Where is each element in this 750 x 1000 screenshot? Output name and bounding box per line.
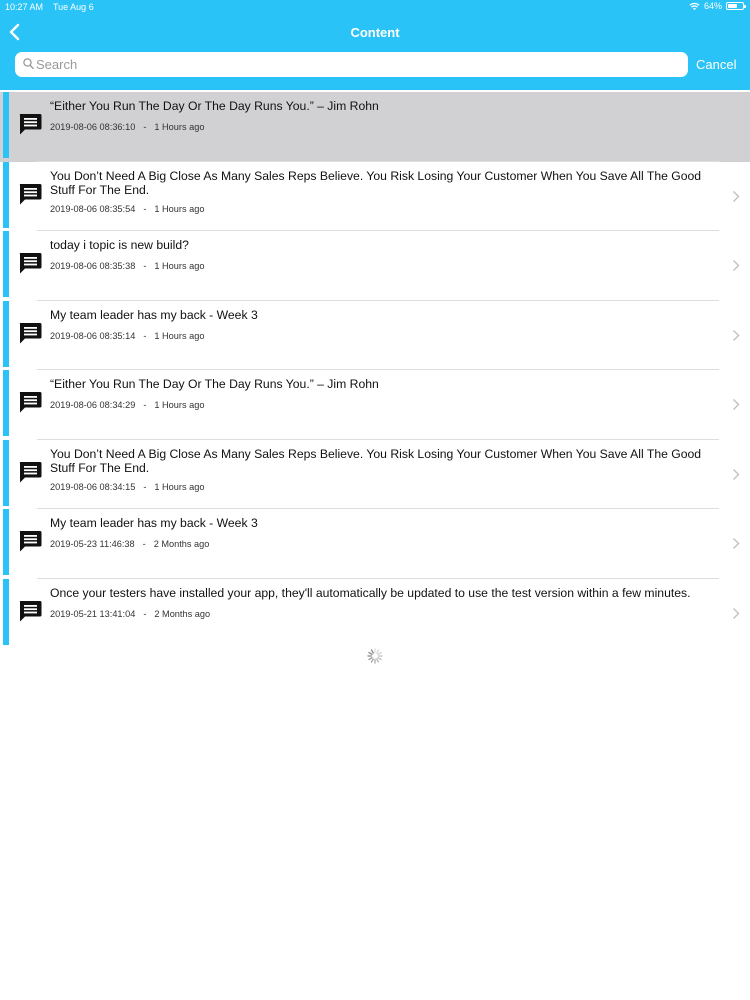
spinner-spoke xyxy=(369,658,372,660)
item-datetime: 2019-05-21 13:41:04 xyxy=(50,608,136,619)
content-list xyxy=(0,92,750,648)
item-datetime: 2019-08-06 08:34:15 xyxy=(50,481,136,492)
spinner-spoke xyxy=(372,650,374,653)
list-item[interactable] xyxy=(0,301,750,371)
item-ago: 2 Months ago xyxy=(154,608,211,619)
item-ago: 1 Hours ago xyxy=(154,481,205,492)
accent-bar xyxy=(3,509,9,575)
item-separator: - xyxy=(143,481,147,492)
list-item[interactable] xyxy=(0,440,750,510)
chevron-right-icon xyxy=(732,259,740,272)
item-ago: 2 Months ago xyxy=(153,539,210,549)
item-ago: 1 Hours ago xyxy=(154,122,205,132)
item-meta xyxy=(50,609,210,619)
item-meta xyxy=(50,331,204,341)
message-icon xyxy=(17,321,43,345)
chevron-right-icon xyxy=(732,607,740,620)
accent-bar xyxy=(3,370,9,436)
chevron-right-icon xyxy=(732,468,740,481)
spinner-spoke xyxy=(377,650,379,653)
item-title: “Either You Run The Day Or The Day Runs You.” – Jim Rohn xyxy=(50,99,379,113)
item-separator: - xyxy=(143,122,147,132)
item-separator: - xyxy=(143,400,147,410)
status-bar xyxy=(0,0,750,15)
status-time: 10:27 AM xyxy=(5,2,44,12)
battery-level xyxy=(728,4,737,8)
item-meta xyxy=(50,204,204,214)
item-title: My team leader has my back - Week 3 xyxy=(50,516,258,530)
item-separator: - xyxy=(143,330,147,341)
item-title: You Don’t Need A Big Close As Many Sales Reps Believe. You Risk Losing Your Customer When You Save All The Good Stuff For The End. xyxy=(50,446,702,475)
item-datetime: 2019-05-23 11:46:38 xyxy=(50,539,135,549)
item-meta xyxy=(50,400,204,410)
search-input[interactable] xyxy=(36,52,676,77)
list-item[interactable] xyxy=(0,162,750,232)
spinner-spoke xyxy=(378,658,381,660)
item-datetime: 2019-08-06 08:35:14 xyxy=(50,330,136,341)
status-date: Tue Aug 6 xyxy=(53,2,94,12)
list-item[interactable] xyxy=(0,92,750,162)
search-box[interactable] xyxy=(15,52,688,77)
item-datetime: 2019-08-06 08:35:54 xyxy=(50,203,136,214)
page-title: Content xyxy=(350,25,400,40)
spinner-spoke xyxy=(378,653,381,655)
message-icon xyxy=(17,460,43,484)
item-ago: 1 Hours ago xyxy=(154,400,205,410)
item-meta xyxy=(50,261,204,271)
cancel-button[interactable]: Cancel xyxy=(696,57,737,72)
battery-icon xyxy=(726,2,744,10)
loading-spinner-icon xyxy=(367,648,383,664)
search-icon xyxy=(23,58,34,70)
message-icon xyxy=(17,251,43,275)
item-ago: 1 Hours ago xyxy=(154,203,205,214)
spinner-spoke xyxy=(377,659,379,662)
message-icon xyxy=(17,599,43,623)
message-icon xyxy=(17,182,43,206)
status-indicators xyxy=(689,1,744,11)
accent-bar xyxy=(3,162,9,228)
chevron-right-icon xyxy=(732,190,740,203)
accent-bar xyxy=(3,92,9,158)
item-ago: 1 Hours ago xyxy=(154,330,205,341)
item-separator: - xyxy=(143,261,147,271)
item-title: Once your testers have installed your app, they'll automatically be updated to use the test version within a few minutes. xyxy=(50,585,691,600)
list-item[interactable] xyxy=(0,231,750,301)
item-separator: - xyxy=(143,608,147,619)
battery-percent: 64% xyxy=(703,1,722,11)
message-icon xyxy=(17,529,43,553)
nav-bar xyxy=(0,15,750,51)
item-title: today i topic is new build? xyxy=(50,238,189,252)
wifi-icon xyxy=(689,2,700,11)
spinner-spoke xyxy=(372,659,374,662)
item-title: “Either You Run The Day Or The Day Runs You.” – Jim Rohn xyxy=(50,377,379,391)
item-datetime: 2019-08-06 08:34:29 xyxy=(50,400,136,410)
list-item[interactable] xyxy=(0,579,750,649)
spinner-spoke xyxy=(369,653,372,655)
accent-bar xyxy=(3,440,9,506)
chevron-right-icon xyxy=(732,329,740,342)
item-separator: - xyxy=(143,203,147,214)
item-meta xyxy=(50,482,204,492)
item-title: You Don’t Need A Big Close As Many Sales Reps Believe. You Risk Losing Your Customer When You Save All The Good Stuff For The End. xyxy=(50,168,702,197)
chevron-right-icon xyxy=(732,398,740,411)
message-icon xyxy=(17,112,43,136)
item-separator: - xyxy=(142,539,146,549)
item-ago: 1 Hours ago xyxy=(154,261,205,271)
item-meta xyxy=(50,539,209,549)
accent-bar xyxy=(3,231,9,297)
list-item[interactable] xyxy=(0,509,750,579)
accent-bar xyxy=(3,301,9,367)
header xyxy=(0,0,750,90)
item-datetime: 2019-08-06 08:35:38 xyxy=(50,261,136,271)
item-meta xyxy=(50,122,204,132)
item-title: My team leader has my back - Week 3 xyxy=(50,307,258,322)
search-bar xyxy=(0,52,750,80)
message-icon xyxy=(17,390,43,414)
item-datetime: 2019-08-06 08:36:10 xyxy=(50,122,136,132)
accent-bar xyxy=(3,579,9,645)
chevron-right-icon xyxy=(732,537,740,550)
list-item[interactable] xyxy=(0,370,750,440)
